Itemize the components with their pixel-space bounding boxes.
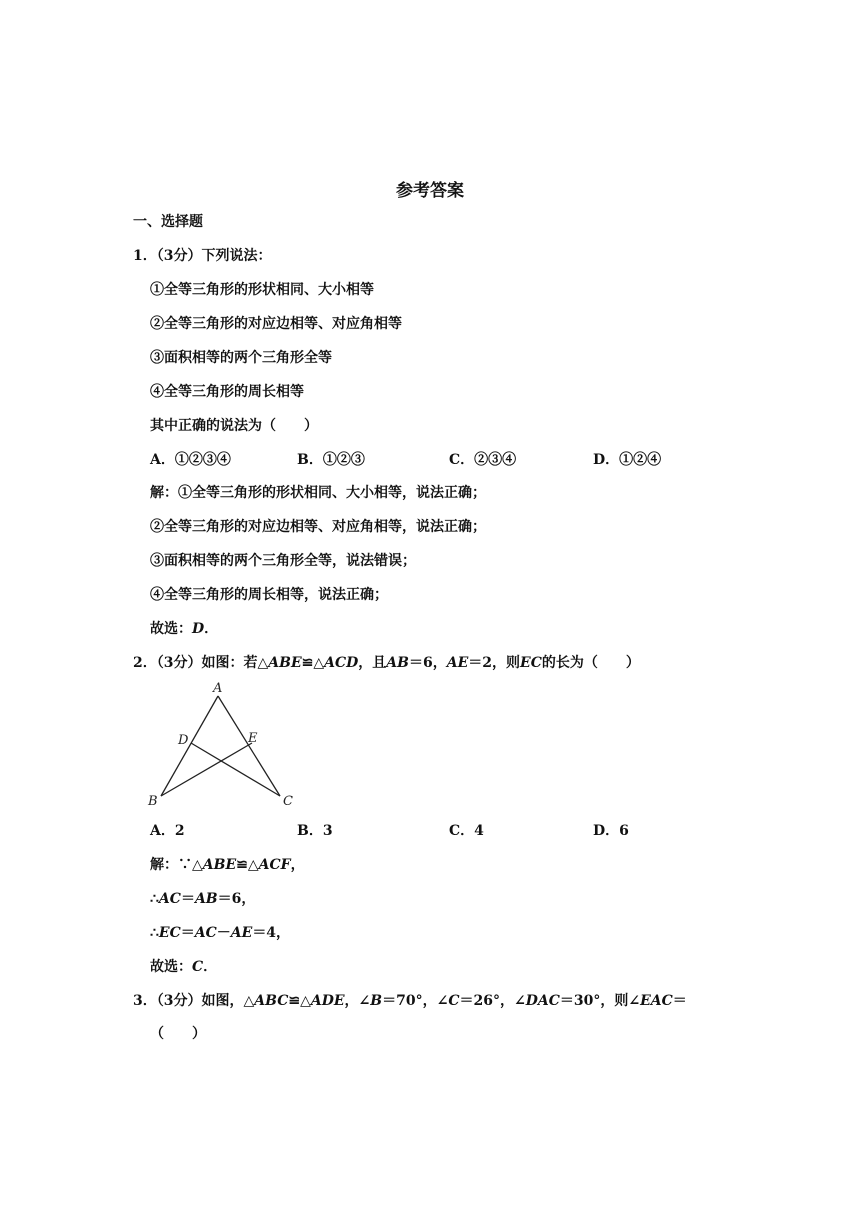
q1-statement-3: ③面积相等的两个三角形全等	[150, 350, 332, 366]
q2-option-c: C．4	[449, 823, 484, 839]
side-ab	[161, 696, 218, 796]
label-b: B	[148, 794, 158, 809]
q1-statement-4: ④全等三角形的周长相等	[150, 384, 304, 400]
q1-option-c: C．②③④	[449, 452, 517, 468]
q2-option-b: B．3	[297, 823, 333, 839]
q1-option-a: A．①②③④	[150, 452, 231, 468]
q1-statement-2: ②全等三角形的对应边相等、对应角相等	[150, 316, 402, 332]
label-d: D	[178, 733, 189, 748]
q2-solution-2: ∴AC＝AB＝6，	[150, 891, 256, 907]
q3-stem: 3．（3分）如图，△ABC≌△ADE，∠B＝70°，∠C＝26°，∠DAC＝30°，则∠EAC＝	[133, 993, 687, 1009]
q2-solution-1: 解：∵△ABE≌△ACF，	[150, 857, 305, 873]
q1-solution-2: ②全等三角形的对应边相等、对应角相等，说法正确；	[150, 519, 486, 535]
q1-statement-1: ①全等三角形的形状相同、大小相等	[150, 282, 374, 298]
side-ac	[218, 696, 280, 796]
label-e: E	[248, 731, 258, 746]
q1-solution-4: ④全等三角形的周长相等，说法正确；	[150, 587, 388, 603]
label-a: A	[213, 681, 223, 696]
label-c: C	[283, 794, 293, 809]
q2-option-a: A．2	[150, 823, 185, 839]
q1-solution-3: ③面积相等的两个三角形全等，说法错误；	[150, 553, 416, 569]
section-heading: 一、选择题	[133, 214, 203, 230]
q2-stem: 2．（3分）如图：若△ABE≌△ACD，且AB＝6，AE＝2，则EC的长为（ ）	[133, 655, 640, 671]
q1-prompt: 其中正确的说法为（ ）	[150, 418, 318, 434]
q1-option-d: D．①②④	[593, 452, 662, 468]
q2-solution-3: ∴EC＝AC－AE＝4，	[150, 925, 291, 941]
q2-figure	[140, 678, 310, 813]
segment-be	[161, 743, 252, 796]
segment-cd	[191, 743, 280, 796]
q1-stem: 1．（3分）下列说法：	[133, 248, 272, 264]
q3-stem-line2: （ ）	[150, 1026, 206, 1042]
q2-option-d: D．6	[593, 823, 629, 839]
q1-solution-1: 解：①全等三角形的形状相同、大小相等，说法正确；	[150, 485, 486, 501]
q1-answer: 故选：D．	[150, 621, 219, 637]
q1-option-b: B．①②③	[297, 452, 365, 468]
q2-answer: 故选：C．	[150, 959, 218, 975]
page-title: 参考答案	[396, 181, 464, 201]
